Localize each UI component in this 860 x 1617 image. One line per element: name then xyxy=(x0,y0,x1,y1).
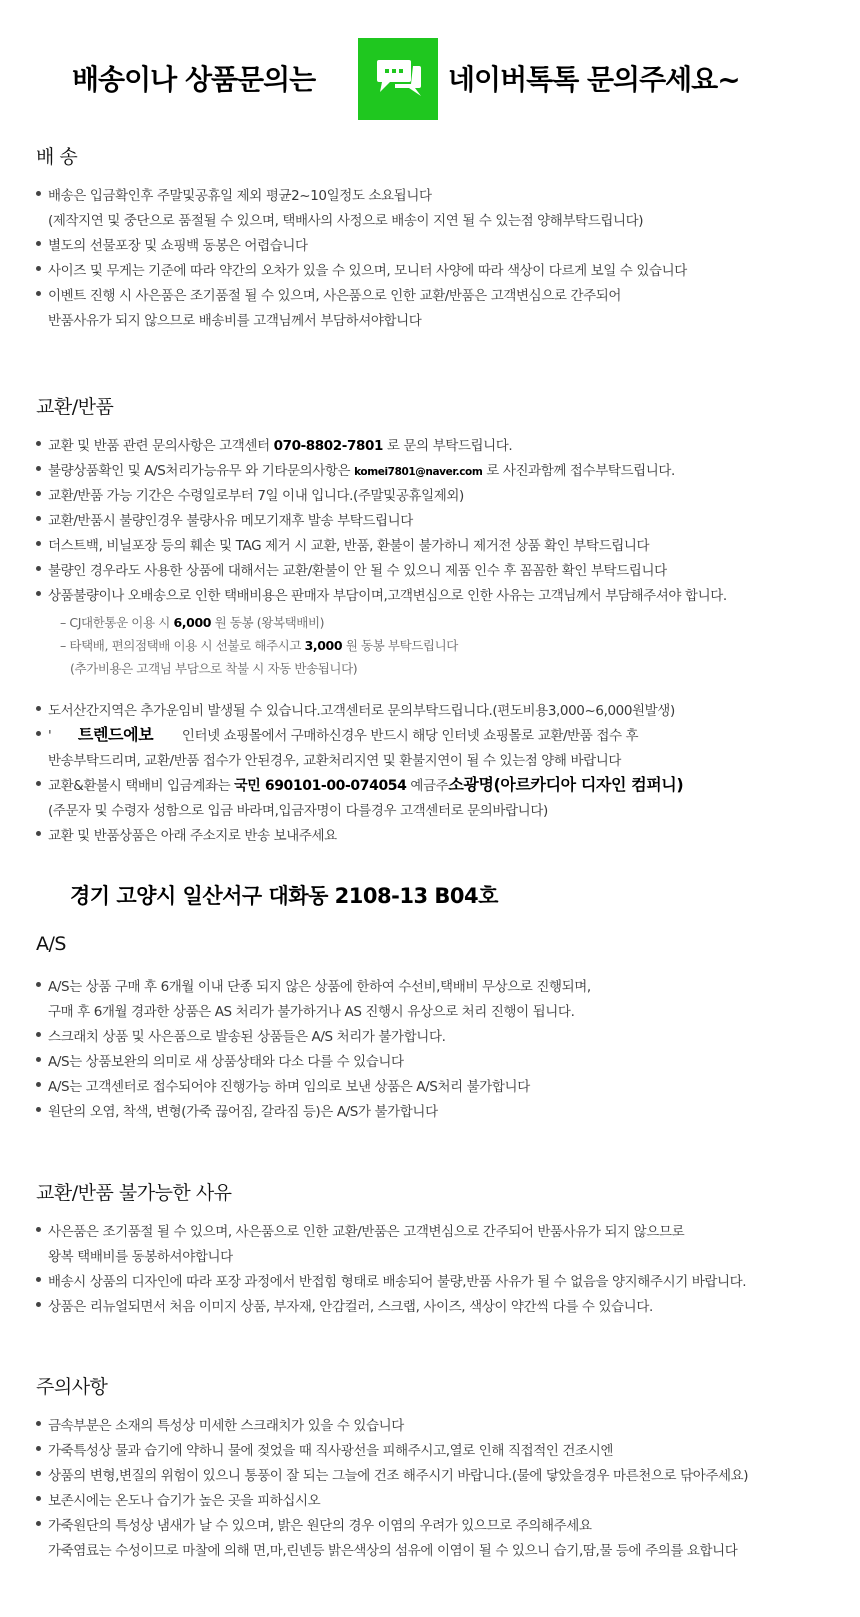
refund-account-number: 국민 690101-00-074054 xyxy=(234,778,407,794)
shipping-fee-note: (추가비용은 고객님 부담으로 착불 시 자동 반송됩니다) xyxy=(70,661,358,676)
not-allowed-line-3: 상품은 리뉴얼되면서 처음 이미지 상품, 부자재, 안감컬러, 스크랩, 사이즈, 색상이 약간씩 다를 수 있습니다. xyxy=(48,1299,653,1315)
bullet xyxy=(36,491,41,496)
bullet xyxy=(36,1057,41,1062)
caution-line-3: 상품의 변형,변질의 위험이 있으니 통풍이 잘 되는 그늘에 건조 해주시기 바랍니다.(물에 닿았을경우 마른천으로 닦아주세요) xyxy=(48,1468,749,1484)
bullet xyxy=(36,1032,41,1037)
exchange-line-7: 상품불량이나 오배송으로 인한 택배비용은 판매자 부담이며,고객변심으로 인한 사유는 고객님께서 부담해주셔야 합니다. xyxy=(48,588,727,604)
bullet xyxy=(36,1082,41,1087)
bullet xyxy=(36,291,41,296)
caution-line-5b: 가죽염료는 수성이므로 마찰에 의해 면,마,린넨등 밝은색상의 섬유에 이염이 될 수 있으니 습기,땀,물 등에 주의를 요합니다 xyxy=(48,1543,738,1559)
not-allowed-title: 교환/반품 불가능한 사유 xyxy=(36,1182,232,1204)
not-allowed-line-1: 사은품은 조기품절 될 수 있으며, 사은품으로 인한 교환/반품은 고객변심으로 간주되어 반품사유가 되지 않으므로 xyxy=(48,1224,685,1240)
cj-post: 원 동봉 (왕복택배비) xyxy=(214,615,325,630)
bullet xyxy=(36,541,41,546)
bullet xyxy=(36,831,41,836)
shipping-line-1b: (제작지연 및 중단으로 품절될 수 있으며, 택배사의 사정으로 배송이 지연 될 수 있는점 양해부탁드립니다) xyxy=(48,213,644,229)
as-line-1: A/S는 상품 구매 후 6개월 이내 단종 되지 않은 상품에 한하여 수선비,택배비 무상으로 진행되며, xyxy=(48,979,591,995)
account-holder-name: 소광명(아르카디아 디자인 컴퍼니) xyxy=(448,775,684,794)
not-allowed-line-1b: 왕복 택배비를 동봉하셔야합니다 xyxy=(48,1249,233,1265)
bullet xyxy=(36,1446,41,1451)
caution-line-5: 가죽원단의 특성상 냄새가 날 수 있으며, 밝은 원단의 경우 이염의 우려가 있으므로 주의해주세요 xyxy=(48,1518,592,1534)
bullet xyxy=(36,566,41,571)
exchange-line-10b: (주문자 및 수령자 성함으로 입금 바라며,입금자명이 다를경우 고객센터로 문의바랍니다) xyxy=(48,803,548,819)
bullet xyxy=(36,591,41,596)
exchange-title: 교환/반품 xyxy=(36,396,114,418)
shipping-line-1: 배송은 입금확인후 주말및공휴일 제외 평균2~10일정도 소요됩니다 xyxy=(48,188,432,204)
bullet xyxy=(36,1107,41,1112)
bullet xyxy=(36,1277,41,1282)
shipping-fee-other xyxy=(60,636,458,654)
bullet xyxy=(36,1471,41,1476)
exchange-line-1 xyxy=(48,434,512,454)
as-line-5: 원단의 오염, 착색, 변형(가죽 끊어짐, 갈라짐 등)은 A/S가 불가합니다 xyxy=(48,1104,438,1120)
bullet xyxy=(36,982,41,987)
exchange-line-5: 더스트백, 비닐포장 등의 훼손 및 TAG 제거 시 교환, 반품, 환불이 불가하니 제거전 상품 확인 부탁드립니다 xyxy=(48,538,650,554)
as-title: A/S xyxy=(36,933,66,955)
shipping-line-3: 사이즈 및 무게는 기준에 따라 약간의 오차가 있을 수 있으며, 모니터 사양에 따라 색상이 다르게 보일 수 있습니다 xyxy=(48,263,687,279)
exchange-line-1-pre: 교환 및 반품 관련 문의사항은 고객센터 xyxy=(48,438,270,454)
account-holder-label: 예금주 xyxy=(410,778,449,794)
other-post: 원 동봉 부탁드립니다 xyxy=(345,638,458,653)
bullet xyxy=(36,191,41,196)
exchange-line-8: 도서산간지역은 추가운임비 발생될 수 있습니다.고객센터로 문의부탁드립니다.(편도비용3,000~6,000원발생) xyxy=(48,703,675,719)
exchange-line-3: 교환/반품 가능 기간은 수령일로부터 7일 이내 입니다.(주말및공휴일제외) xyxy=(48,488,464,504)
as-line-1b: 구매 후 6개월 경과한 상품은 AS 처리가 불가하거나 AS 진행시 유상으로 처리 진행이 됩니다. xyxy=(48,1004,575,1020)
bullet xyxy=(36,441,41,446)
shipping-fee-cj xyxy=(60,613,324,631)
customer-center-phone: 070-8802-7801 xyxy=(273,438,383,454)
chat-bubble-icon xyxy=(358,38,438,120)
exchange-line-9 xyxy=(48,722,638,745)
shipping-title: 배 송 xyxy=(36,146,78,168)
cj-amount: 6,000 xyxy=(173,615,212,630)
as-line-4: A/S는 고객센터로 접수되어야 진행가능 하며 임의로 보낸 상품은 A/S처리 불가합니다 xyxy=(48,1079,530,1095)
naver-talktalk-button[interactable] xyxy=(358,38,438,120)
caution-line-1: 금속부분은 소재의 특성상 미세한 스크래치가 있을 수 있습니다 xyxy=(48,1418,404,1434)
refund-account-label: 교환&환불시 택배비 입금계좌는 xyxy=(48,778,231,794)
exchange-line-4: 교환/반품시 불량인경우 불량사유 메모기재후 발송 부탁드립니다 xyxy=(48,513,413,529)
exchange-line-11: 교환 및 반품상품은 아래 주소지로 반송 보내주세요 xyxy=(48,828,337,844)
shipping-line-4b: 반품사유가 되지 않으므로 배송비를 고객님께서 부담하셔야합니다 xyxy=(48,313,422,329)
caution-title: 주의사항 xyxy=(36,1376,108,1398)
as-line-3: A/S는 상품보완의 의미로 새 상품상태와 다소 다를 수 있습니다 xyxy=(48,1054,404,1070)
exchange-line-6: 불량인 경우라도 사용한 상품에 대해서는 교환/환불이 안 될 수 있으니 제품 인수 후 꼼꼼한 확인 부탁드립니다 xyxy=(48,563,667,579)
cj-pre: – CJ대한통운 이용 시 xyxy=(60,615,170,630)
exchange-line-2-pre: 불량상품확인 및 A/S처리가능유무 와 기타문의사항은 xyxy=(48,463,351,479)
bullet xyxy=(36,1302,41,1307)
other-amount: 3,000 xyxy=(304,638,343,653)
contact-email: komei7801@naver.com xyxy=(354,466,483,478)
return-address: 경기 고양시 일산서구 대화동 2108-13 B04호 xyxy=(70,884,498,908)
bullet xyxy=(36,781,41,786)
brand-name: 트렌드에보 xyxy=(77,725,154,744)
bullet xyxy=(36,466,41,471)
bullet xyxy=(36,516,41,521)
banner-right-text: 네이버톡톡 문의주세요~ xyxy=(448,63,740,96)
exchange-line-2-post: 로 사진과함께 접수부탁드립니다. xyxy=(486,463,675,479)
bullet xyxy=(36,1496,41,1501)
exchange-line-2 xyxy=(48,459,675,479)
exchange-line-9-post: 인터넷 쇼핑몰에서 구매하신경우 반드시 해당 인터넷 쇼핑몰로 교환/반품 접수 후 xyxy=(181,728,639,744)
exchange-line-1-post: 로 문의 부탁드립니다. xyxy=(386,438,513,454)
other-pre: – 타택배, 편의점택배 이용 시 선불로 해주시고 xyxy=(60,638,302,653)
bullet xyxy=(36,266,41,271)
shipping-line-4: 이벤트 진행 시 사은품은 조기품절 될 수 있으며, 사은품으로 인한 교환/반품은 고객변심으로 간주되어 xyxy=(48,288,622,304)
exchange-line-9b: 반송부탁드리며, 교환/반품 접수가 안된경우, 교환처리지연 및 환불지연이 될 수 있는점 양해 바랍니다 xyxy=(48,753,622,769)
inquiry-banner xyxy=(0,38,860,120)
exchange-line-10 xyxy=(48,772,683,795)
as-line-2: 스크래치 상품 및 사은품으로 발송된 상품들은 A/S 처리가 불가합니다. xyxy=(48,1029,446,1045)
banner-left-text: 배송이나 상품문의는 xyxy=(72,63,316,96)
shipping-line-2: 별도의 선물포장 및 쇼핑백 동봉은 어렵습니다 xyxy=(48,238,308,254)
bullet xyxy=(36,706,41,711)
quote-mark: ' xyxy=(48,728,52,744)
bullet xyxy=(36,731,41,736)
bullet xyxy=(36,1521,41,1526)
bullet xyxy=(36,1421,41,1426)
not-allowed-line-2: 배송시 상품의 디자인에 따라 포장 과정에서 반접힘 형태로 배송되어 불량,반품 사유가 될 수 없음을 양지해주시기 바랍니다. xyxy=(48,1274,747,1290)
caution-line-4: 보존시에는 온도나 습기가 높은 곳을 피하십시오 xyxy=(48,1493,321,1509)
caution-line-2: 가죽특성상 물과 습기에 약하니 물에 젖었을 때 직사광선을 피해주시고,열로 인해 직접적인 건조시엔 xyxy=(48,1443,613,1459)
bullet xyxy=(36,241,41,246)
bullet xyxy=(36,1227,41,1232)
